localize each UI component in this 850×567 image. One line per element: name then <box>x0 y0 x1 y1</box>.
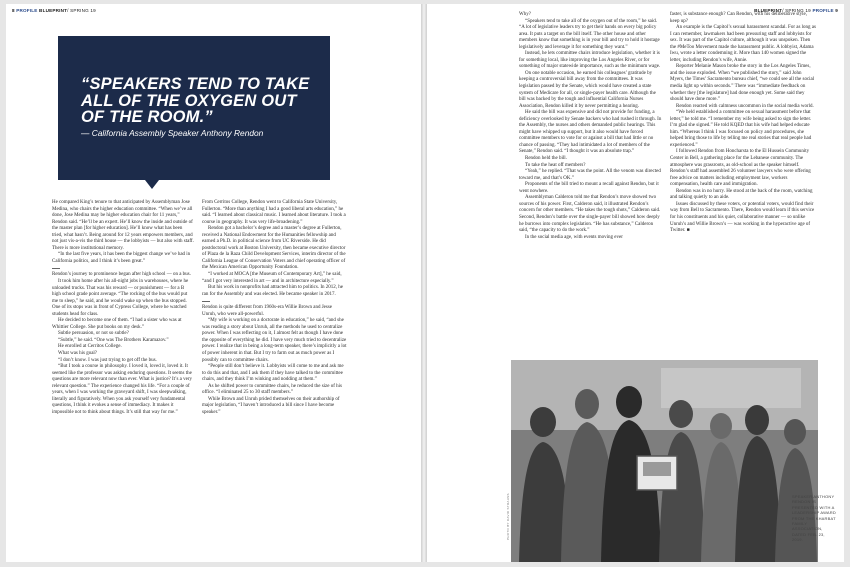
article-column-1 <box>52 200 194 417</box>
paragraph: “I don’t know. I was just trying to get off the bus. <box>58 357 157 363</box>
paragraph: What was his goal? <box>58 351 98 357</box>
paragraph: But his work in nonprofits had attracted him to politics. In 2012, he ran for the Assembly and was elected. He became speaker in 2017. <box>202 285 343 297</box>
paragraph: Assemblyman Calderon told me that Rendon’s move showed two sources of his power. First, Calderon said, it illustrated Rendon’s concern for other members. “He takes the tough shots,” Calderon said. Second, Rendon’s battle over the single-payer bill showed how deeply he burrows into complex legislation. “He has substance,” Calderon said, “the capacity to do the work.” <box>519 195 661 234</box>
paragraph: From Cerritos College, Rendon went to California State University, Fullerton. “More than anything I had a good liberal arts education,” he said. “I learned about classical music. I learned about literature. I took a course in geography. It was very life-broadening.” <box>202 200 346 225</box>
photo-caption: SPEAKER ANTHONY RENDON IS PRESENTED WITH A LEADERSHIP AWARD FROM THE KHARBAT FAMILY ASSOCIATION, DATED FEB. 23, 2019. <box>792 494 836 543</box>
paragraph: He compared King’s tenure to that anticipated by Assemblyman Jose Medina, who chairs the higher education committee. “When we’ve all done, Jose Medina may be higher education chair for 11 years,” Rendon said. “He’ll be an expert. He’ll know the inside and outside of the master plan [for higher education]. He’ll know what has been tried, what hasn’t. Being around for 12 years empowers members, and not just vis-a-vis the third house — the lobbyists — but also with staff. There is more institutional memory. <box>52 200 194 251</box>
section-divider <box>52 268 60 269</box>
paragraph: “My wife is working on a doctorate in education,” he said, “and she was reading a story about Unruh, all the methods he used to centralize power. When I was reflecting on it, I almost felt as though I have done the opposite of everything he did. I have very much tried to decentralize power. I realize that in being a long-term speaker, there’s implicitly a lot of power inherent in that. But I try to farm out as much power as I possibly can to committee chairs. <box>202 318 347 363</box>
paragraph: To take the heat off members? <box>525 162 586 168</box>
pull-quote-box <box>58 36 330 180</box>
speech-bubble-tail-icon <box>145 180 159 189</box>
paragraph: Rendon is quite different from 1960s-era Willie Brown and Jesse Unruh, who were all-powerful. <box>202 305 333 317</box>
paragraph: Why? <box>519 12 531 17</box>
paragraph: Rendon got a bachelor’s degree and a master’s degree at Fullerton, received a National Endowment for the Humanities fellowship and earned a Ph.D. in political science from UC Riverside. He did postdoctoral work at Boston University, then became executive director of Plaza de la Raza Child Development Services, interim director of the California League of Conservation Voters and chief operating officer of the Mexican American Opportunity Foundation. <box>202 226 346 271</box>
paragraph: Reporter Melanie Mason broke the story in the Los Angeles Times, and the issue exploded. When “we published the story,” said John Myers, the Times’ Sacramento bureau chief, “we could see all the social media light up within seconds.” There was “immediate feedback on whether they [the legislature] had done enough yet. Some said they should have done more.” <box>670 64 815 103</box>
paragraph: Subtle persuasion, or not so subtle? <box>58 331 129 337</box>
section-divider <box>202 301 210 302</box>
paragraph: While Brown and Unruh prided themselves on their authorship of major legislation, “I haven’t introduced a bill since I have become speaker.” <box>202 396 340 415</box>
paragraph: faster, is substance enough? Can Rendon, with his deliberative style, keep up? <box>670 12 807 24</box>
paragraph: “People still don’t believe it. Lobbyists will come to me and ask me to do this and that, and I ask them if they have talked to the committee chairs, and they think I’m winking and nodding at them.” <box>202 364 344 383</box>
paragraph: Rendon’s journey to prominence began after high school — on a bus. <box>52 272 191 278</box>
left-section-name: PROFILE <box>16 8 38 13</box>
right-section-name: PROFILE <box>812 8 834 13</box>
paragraph: He decided to become one of them. “I had a sister who was at Whittier College. She put books on my desk.” <box>52 318 182 330</box>
pull-quote-text: “SPEAKERS TEND TO TAKE ALL OF THE OXYGEN OUT OF THE ROOM.” <box>81 75 310 126</box>
paragraph: “Yeah,” he replied. “That was the point. All the venom was directed toward me, and that’s OK.” <box>519 169 661 181</box>
paragraph: “We held established a committee on sexual harassment before that letter,” he told me. “I remember my wife being asked to sign the letter. I’m glad she signed.” He told KQED that his wife had helped educate him. “Whereas I think I was focused on policy and procedures, she helped bring those to life by telling me real stories that real people had experienced.” <box>670 110 812 148</box>
paragraph: On one notable occasion, he earned his colleagues’ gratitude by keeping a controversial bill away from the committees. It was legislation passed by the Senate, which would have created a state system of Medicare for all, or single-payer health care. Although the bill was backed by the tough and influential California Nurses Association, Rendon killed it by never permitting a hearing. <box>519 70 656 109</box>
paragraph: Issues discussed by these voters, or potential voters, would find their way from Bell to Sacramento. There, Rendon would learn if this service for his constituents and his quiet, collaborative manner — so unlike Unruh’s and Willie Brown’s — was working in the hyperactive age of Twitter. ■ <box>670 201 815 234</box>
paragraph: In the social media age, with events moving ever <box>525 234 623 240</box>
paragraph: He said the bill was expensive and did not provide for funding, a deficiency overlooked by Senate backers who had rushed it through. In the Assembly, the nurses and others demanded public hearings. This might have whipped up support, but it also would have forced committee members to vote for or against a bill that had little or no chance of passing. “They had intimidated a lot of members of the Senate,” Rendon said. “I thought it was an absolute trap.” <box>519 110 662 155</box>
photo-credit: PHOTO BY DAVID STRAUSS <box>506 493 510 540</box>
paragraph: I followed Rendon from Honcharsta to the El Hussein Community Center in Bell, a gathering place for the Lebanese community. The atmosphere was grassroots, as old-school as the speaker himself. Rendon’s staff had assembled 26 volunteer lawyers who were offering free advice on matters including employment law, workers compensation, health care and immigration. <box>670 149 811 188</box>
paragraph: Proponents of the bill tried to mount a recall against Rendon, but it went nowhere. <box>519 182 659 194</box>
left-publication-name: BLUEPRINT <box>39 8 68 13</box>
left-page-number: 8 <box>12 8 15 13</box>
paragraph: “But I took a course in philosophy. I loved it, loved it, loved it. It seemed like the professor was asking enduring questions. It seems the questions are more relevant now than ever. What is justice? It’s a very relevant question.” The experience changed his life. “For a couple of years, when I was working the graveyard shift, I was sleepwalking, literally and figuratively. When you ask yourself very fundamental questions, I think it evokes a sense of immediacy. It makes it impossible not to think about things. It’s still that way for me.” <box>52 364 192 415</box>
paragraph: Rendon held the bill. <box>525 156 567 162</box>
event-photo <box>511 360 818 562</box>
right-publication-name: BLUEPRINT <box>754 8 783 13</box>
paragraph: It took him home after his all-night jobs in warehouses, where he unloaded trucks. That was his reward — or punishment — for a B high school grade point average. “The rocking of the bus would put me to sleep,” he said, and he would wake up when the bus stopped. One of its stops was in front of Cypress College, where he watched students head for class. <box>52 279 189 317</box>
paragraph: Instead, he lets committee chairs introduce legislation, whether it is for something local, like improving the Los Angeles River, or for something of major statewide importance, such as the minimum wage. <box>519 51 661 70</box>
left-issue-label: / SPRING 19 <box>67 8 96 13</box>
photo-illustration <box>511 360 818 562</box>
pull-quote-attribution: — California Assembly Speaker Anthony Rendon <box>81 128 264 138</box>
article-column-4 <box>670 12 816 235</box>
article-column-3 <box>519 12 663 241</box>
right-issue-label: / SPRING 19 <box>782 8 811 13</box>
paragraph: He enrolled at Cerritos College. <box>58 344 122 350</box>
paragraph: “I worked at MOCA [the Museum of Contemporary Art],” he said, “and I got very interested in art — and in architecture especially.” <box>202 272 342 284</box>
article-column-2 <box>202 200 347 417</box>
paragraph: “Speakers tend to take all of the oxygen out of the room,” he said. “A lot of legislative leaders try to get their hands on every big policy area. It puts a target on the bill itself. The other house and other members know that something is in your bill and try to hold it hostage legislatively and leverage it for something they want.” <box>519 18 660 50</box>
paragraph: “In the last five years, it has been the biggest change we’ve had in California politics, and I think it’s been great.” <box>52 252 191 264</box>
paragraph: Rendon reacted with calmness uncommon in the social media world. <box>676 103 814 109</box>
paragraph: As he shifted power to committee chairs, he reduced the size of his office. “I eliminated 25 to 30 staff members.” <box>202 383 342 396</box>
paragraph: Rendon was in no hurry. He stood at the back of the room, watching and talking quietly to an aide. <box>670 188 813 201</box>
left-folio <box>12 8 96 13</box>
right-page-number: 9 <box>835 8 838 13</box>
paragraph: “Subtle,” he said. “One was The Brothers Karamazov.” <box>58 337 169 343</box>
paragraph: An example is the Capitol’s sexual harassment scandal. For as long as I can remember, lawmakers had been pressuring staff and lobbyists for sex. It was part of the Capitol culture, although it was unspoken. Then the #MeToo Movement made the harassment public. A lobbyist, Adama Iwu, wrote a letter condemning it. More than 140 women signed the letter, including Rendon’s wife, Annie. <box>670 25 816 63</box>
